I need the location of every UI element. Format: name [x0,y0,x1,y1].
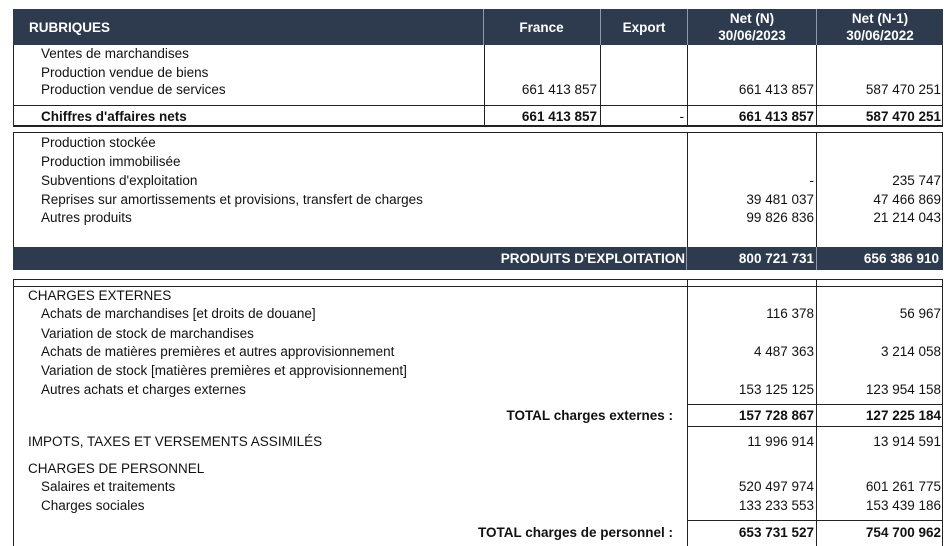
produits-exploitation-net-n: 800 721 731 [738,251,814,266]
row-label: Achats de matières premières et autres approvisionnement [41,344,395,359]
cell-net-n: 133 233 553 [738,498,814,513]
row-label: Production stockée [41,135,156,150]
produits-exploitation-band [13,247,943,270]
row-label: Autres produits [41,210,132,225]
header-france: France [519,19,564,35]
row-label: Production vendue de biens [41,65,209,80]
cell-net-n1: 153 439 186 [865,498,941,513]
row-label: Charges sociales [41,498,145,513]
impots-net-n1: 13 914 591 [873,434,941,449]
produits-exploitation-label: PRODUITS D'EXPLOITATION [500,251,685,266]
border [484,45,485,127]
border [687,404,943,405]
header-net-n [688,9,816,45]
total-net-n1: 587 470 251 [865,109,941,124]
border [13,132,943,133]
cell-net-n: - [809,173,814,188]
border [816,45,817,127]
border [816,132,817,247]
border [600,45,601,127]
cell-net-n: 99 826 836 [746,210,814,225]
border [687,520,943,521]
cell-net-n: 4 487 363 [753,344,814,359]
cell-france: 661 413 857 [521,82,597,97]
row-label: Autres achats et charges externes [41,382,246,397]
header-rubriques: RUBRIQUES [29,19,111,35]
cell-net-n: 153 125 125 [738,382,814,397]
border [687,132,688,247]
header-export: Export [622,19,666,35]
header-net-n1 [817,9,943,45]
cell-net-n: 116 378 [766,306,814,321]
row-label: Variation de stock [matières premières et approvisionnement] [41,363,407,378]
total-charges-personnel-net-n1: 754 700 962 [865,525,941,540]
charges-personnel-title: CHARGES DE PERSONNEL [28,461,205,476]
cell-net-n1: 3 214 058 [880,344,941,359]
border [687,279,688,546]
border [816,279,817,546]
border [942,279,943,546]
row-label: Ventes de marchandises [41,46,189,61]
total-export: - [679,109,684,124]
total-charges-personnel-label: TOTAL charges de personnel : [477,525,673,540]
cell-net-n1: 56 967 [899,306,941,321]
cell-net-n1: 235 747 [892,173,941,188]
header-net-n-label: Net (N) [729,11,775,26]
row-label: Production vendue de services [41,82,226,97]
border [687,45,688,127]
border [13,279,14,546]
border [942,45,943,127]
cell-net-n: 39 481 037 [746,192,814,207]
border [13,132,14,247]
cell-net-n1: 601 261 775 [865,479,941,494]
total-label: Chiffres d'affaires nets [41,109,187,124]
header-net-n1-label: Net (N-1) [851,11,909,26]
cell-net-n: 520 497 974 [738,479,814,494]
border [687,426,943,427]
band-divider [686,247,687,270]
impots-net-n: 11 996 914 [747,434,814,449]
border [13,279,943,280]
row-label: Achats de marchandises [et droits de douane] [41,306,316,321]
header-net-n-date: 30/06/2023 [718,28,786,43]
cell-net-n1: 47 466 869 [873,192,941,207]
total-charges-externes-net-n: 157 728 867 [738,408,814,423]
impots-label: IMPOTS, TAXES ET VERSEMENTS ASSIMILÉS [28,434,323,449]
table-header [13,9,943,45]
total-charges-externes-label: TOTAL charges externes : [506,408,673,423]
band-divider [816,247,817,270]
border [13,125,943,127]
header-net-n1-date: 30/06/2022 [846,28,914,43]
cell-net-n1: 123 954 158 [865,382,941,397]
cell-net-n1: 587 470 251 [865,82,941,97]
total-charges-personnel-net-n: 653 731 527 [738,525,814,540]
border [13,45,14,127]
row-label: Variation de stock de marchandises [41,326,254,341]
cell-net-n1: 21 214 043 [873,210,941,225]
total-net-n: 661 413 857 [738,109,814,124]
row-label: Production immobilisée [41,154,181,169]
total-charges-externes-net-n1: 127 225 184 [865,408,941,423]
charges-externes-title: CHARGES EXTERNES [28,288,172,303]
row-label: Salaires et traitements [41,479,176,494]
border [942,132,943,247]
row-label: Reprises sur amortissements et provisions, transfert de charges [41,192,423,207]
produits-exploitation-net-n1: 656 386 910 [863,251,939,266]
cell-net-n: 661 413 857 [738,82,814,97]
border [13,105,943,106]
row-label: Subventions d'exploitation [41,173,198,188]
total-france: 661 413 857 [521,109,597,124]
